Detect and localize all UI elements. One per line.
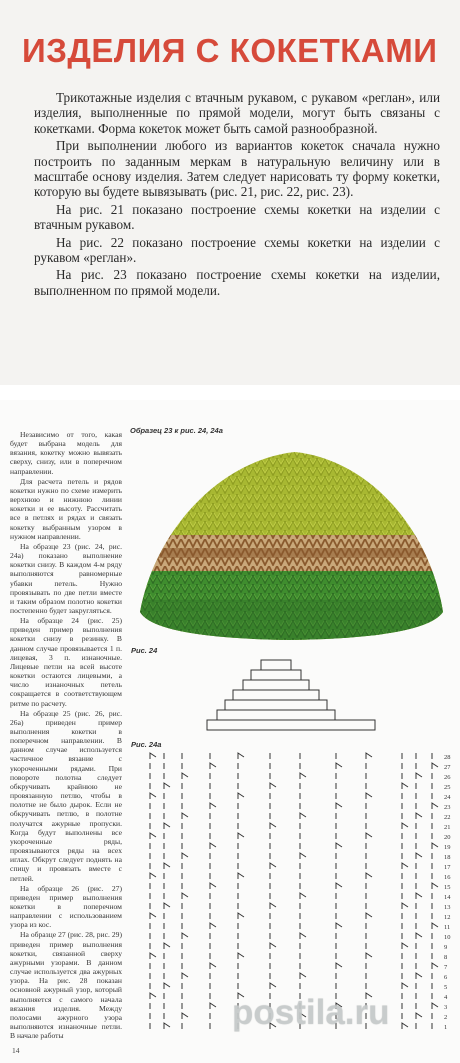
chart-decrease-mark [432, 763, 438, 769]
page-title: ИЗДЕЛИЯ С КОКЕТКАМИ [22, 32, 438, 69]
chart-row-number: 8 [444, 954, 448, 961]
chart-decrease-mark [182, 973, 188, 979]
intro-paragraph: На рис. 22 показано построение схемы кокетки на изделии с рукавом «реглан». [34, 234, 440, 266]
chart-decrease-mark [182, 773, 188, 779]
chart-decrease-mark [416, 973, 422, 979]
chart-row-number: 28 [444, 754, 451, 761]
chart-row-number: 18 [444, 854, 451, 861]
body-paragraph: На образце 27 (рис. 28, рис. 29) приведен пример выполнения кокетки, связанной сверху ажурными узорами. В данном случае используется два ажурных узора. На рис. 28 показан основной ажурный узор, который выполняется с самого начала вязания изделия. Между полосами ажурного узора выполняются изнаночные петли. В начале работы [10, 930, 122, 1041]
chart-row-number: 6 [444, 974, 448, 981]
figure-24a-label: Рис. 24а [131, 740, 162, 749]
body-paragraph: На образце 23 (рис. 24, рис. 24а) показано выполнение кокетки снизу. В каждом 4-м ряду выполняются равномерные убавки петель. Нужно провязывать по две петли вместе и таким образом полотно кокетки постепенно будет закругляться. [10, 541, 122, 615]
chart-decrease-mark [416, 773, 422, 779]
chart-decrease-mark [210, 843, 216, 849]
chart-row-number: 1 [444, 1024, 448, 1031]
chart-decrease-mark [366, 873, 372, 879]
chart-decrease-mark [336, 923, 342, 929]
chart-decrease-mark [210, 763, 216, 769]
chart-decrease-mark [210, 803, 216, 809]
figure-24-label: Рис. 24 [131, 646, 158, 655]
chart-decrease-mark [150, 793, 156, 799]
chart-decrease-mark [416, 813, 422, 819]
body-paragraph: На образце 26 (рис. 27) приведен пример выполнения кокетки в поперечном направлении с использованием узора из кос. [10, 883, 122, 930]
chart-decrease-mark [182, 853, 188, 859]
chart-decrease-mark [164, 783, 170, 789]
figure-24-diagram [205, 658, 410, 738]
chart-decrease-mark [336, 843, 342, 849]
chart-decrease-mark [238, 913, 244, 919]
chart-decrease-mark [402, 983, 408, 989]
top-page [0, 0, 460, 385]
chart-row-number: 11 [444, 924, 451, 931]
body-text-column [10, 430, 122, 1050]
chart-decrease-mark [238, 953, 244, 959]
intro-paragraph: На рис. 23 показано построение схемы кокетки на изделии, выполненном по прямой модели. [34, 267, 440, 298]
chart-row-number: 3 [444, 1004, 448, 1011]
chart-decrease-mark [238, 753, 244, 759]
chart-decrease-mark [300, 893, 306, 899]
chart-decrease-mark [270, 783, 276, 789]
chart-decrease-mark [182, 933, 188, 939]
chart-decrease-mark [366, 913, 372, 919]
chart-decrease-mark [164, 1023, 170, 1029]
intro-text [34, 90, 440, 300]
chart-row-number: 22 [444, 814, 451, 821]
chart-decrease-mark [416, 893, 422, 899]
chart-decrease-mark [150, 873, 156, 879]
chart-row-number: 4 [444, 994, 448, 1001]
chart-decrease-mark [182, 813, 188, 819]
chart-row-number: 21 [444, 824, 451, 831]
chart-row-number: 27 [444, 764, 451, 771]
chart-row-number: 15 [444, 884, 451, 891]
chart-decrease-mark [150, 993, 156, 999]
page-number: 14 [12, 1046, 20, 1055]
chart-decrease-mark [150, 753, 156, 759]
body-paragraph: Для расчета петель и рядов кокетки нужно по схеме измерить верхнюю и нижнюю линии кокетки и ее высоту. Рассчитать все в петлях и рядах и связать кокетку выбранным узором в нужном направлении. [10, 476, 122, 541]
chart-decrease-mark [366, 833, 372, 839]
chart-decrease-mark [164, 903, 170, 909]
knitted-sample-photo [125, 440, 455, 640]
chart-row-number: 16 [444, 874, 451, 881]
chart-decrease-mark [416, 853, 422, 859]
chart-row-number: 26 [444, 774, 451, 781]
chart-decrease-mark [270, 903, 276, 909]
chart-decrease-mark [238, 873, 244, 879]
intro-paragraph: При выполнении любого из вариантов кокеток сначала нужно построить по заданным меркам в натуральную величину или в масштабе основу изделия. Затем следует нарисовать ту форму кокетки, которую вы будете вывязывать (рис. 21, рис. 22, рис. 23). [34, 138, 440, 200]
bottom-page [0, 400, 460, 1063]
chart-decrease-mark [402, 783, 408, 789]
chart-decrease-mark [164, 863, 170, 869]
chart-row-number: 20 [444, 834, 451, 841]
chart-row-number: 5 [444, 984, 448, 991]
chart-decrease-mark [164, 943, 170, 949]
chart-decrease-mark [336, 963, 342, 969]
chart-row-number: 7 [444, 964, 448, 971]
chart-row-number: 12 [444, 914, 451, 921]
chart-decrease-mark [416, 933, 422, 939]
chart-decrease-mark [336, 883, 342, 889]
chart-decrease-mark [210, 883, 216, 889]
intro-paragraph: На рис. 21 показано построение схемы кокетки на изделии с втачным рукавом. [34, 201, 440, 233]
chart-decrease-mark [210, 1003, 216, 1009]
chart-decrease-mark [238, 833, 244, 839]
chart-row-number: 19 [444, 844, 451, 851]
chart-row-number: 24 [444, 794, 451, 801]
chart-decrease-mark [366, 793, 372, 799]
body-paragraph: На образце 24 (рис. 25) приведен пример выполнения кокетки снизу в резинку. В данном случае провязывается 1 п. лицевая, 3 п. изнаночные. Лицевые петли на всей высоте кокетки остаются лицевыми, а число изнаночных петель сокращается в соответствующем ритме по расчету. [10, 616, 122, 708]
body-paragraph: На образце 25 (рис. 26, рис. 26а) приведен пример выполнения кокетки в поперечном направлении. В данном случае используется частичное вязание с укороченными рядами. При повороте полотна следует обкручивать крайнюю не провязанную петлю, чтобы в полотне не было дырок. Если не обкручивать петлю, в полотне получатся ажурные пропуски. Когда будут выполнены все укороченные ряды, провязываются ряды на всех иглах. Обкрут следует поднять на спицу и провязать вместе с петлей. [10, 708, 122, 883]
chart-decrease-mark [366, 953, 372, 959]
chart-decrease-mark [432, 843, 438, 849]
chart-decrease-mark [432, 963, 438, 969]
chart-row-number: 13 [444, 904, 451, 911]
chart-decrease-mark [210, 963, 216, 969]
chart-row-number: 10 [444, 934, 451, 941]
chart-decrease-mark [432, 803, 438, 809]
chart-decrease-mark [402, 823, 408, 829]
chart-decrease-mark [402, 863, 408, 869]
page-gap [0, 385, 460, 400]
chart-decrease-mark [210, 923, 216, 929]
chart-row-number: 2 [444, 1014, 448, 1021]
chart-row-number: 9 [444, 944, 448, 951]
chart-decrease-mark [300, 973, 306, 979]
intro-paragraph: Трикотажные изделия с втачным рукавом, с рукавом «реглан», или изделия, выполненные по прямой модели, могут быть связаны с кокетками. Форма кокеток может быть самой разнообразной. [34, 90, 440, 136]
chart-decrease-mark [336, 763, 342, 769]
chart-row-number: 25 [444, 784, 451, 791]
chart-decrease-mark [336, 803, 342, 809]
chart-decrease-mark [366, 753, 372, 759]
chart-decrease-mark [300, 813, 306, 819]
sample-caption: Образец 23 к рис. 24, 24а [130, 426, 223, 435]
watermark-text: postila.ru [232, 993, 390, 1032]
chart-decrease-mark [270, 823, 276, 829]
chart-decrease-mark [270, 983, 276, 989]
body-paragraph: Независимо от того, какая будет выбрана модель для вязания, кокетку можно вывязать сверху, снизу, или в поперечном направлении. [10, 430, 122, 476]
chart-decrease-mark [150, 833, 156, 839]
chart-decrease-mark [150, 913, 156, 919]
chart-row-number: 14 [444, 894, 451, 901]
chart-decrease-mark [182, 1013, 188, 1019]
chart-row-number: 17 [444, 864, 451, 871]
chart-decrease-mark [432, 883, 438, 889]
chart-decrease-mark [432, 923, 438, 929]
chart-decrease-mark [182, 893, 188, 899]
chart-decrease-mark [402, 903, 408, 909]
chart-decrease-mark [270, 943, 276, 949]
chart-decrease-mark [300, 933, 306, 939]
chart-decrease-mark [150, 953, 156, 959]
chart-decrease-mark [164, 983, 170, 989]
chart-decrease-mark [300, 853, 306, 859]
chart-decrease-mark [238, 793, 244, 799]
chart-decrease-mark [402, 943, 408, 949]
chart-decrease-mark [164, 823, 170, 829]
chart-decrease-mark [270, 863, 276, 869]
chart-row-number: 23 [444, 804, 451, 811]
chart-decrease-mark [300, 773, 306, 779]
